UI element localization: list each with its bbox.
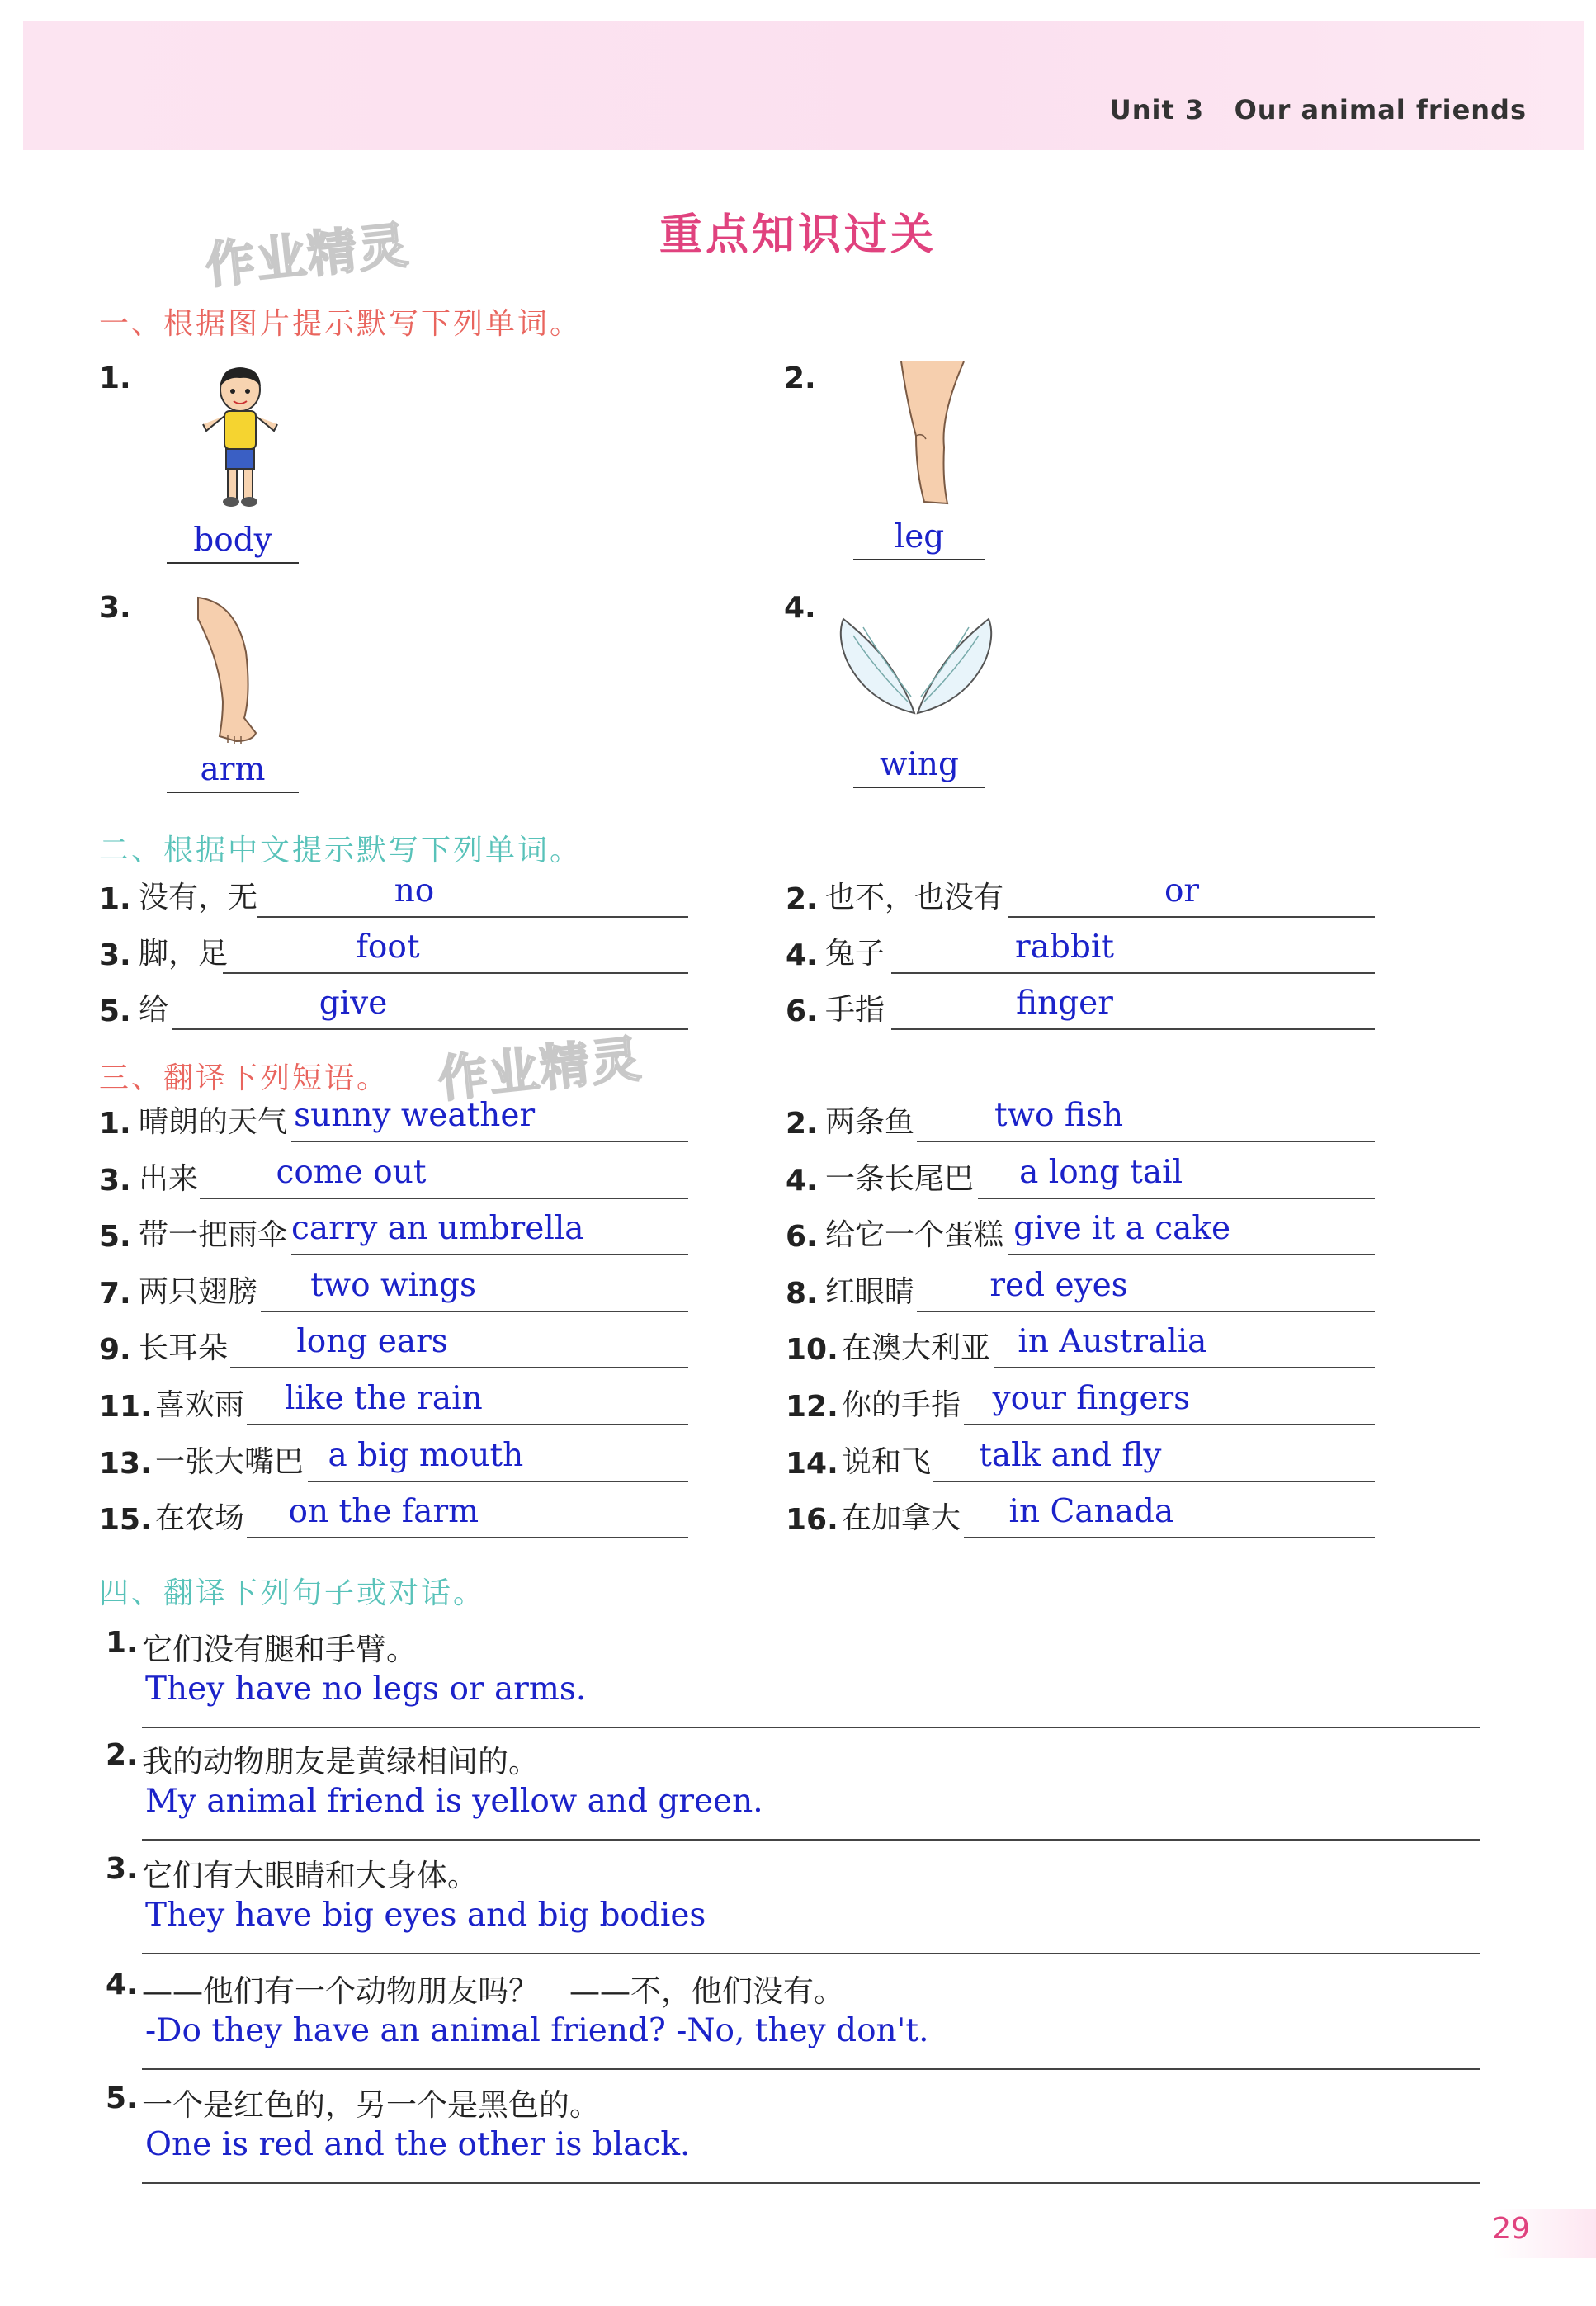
answer-line (291, 1141, 688, 1142)
answer-line (247, 1537, 688, 1538)
answer-text: your fingers (992, 1380, 1191, 1417)
item-number: 6. (786, 995, 818, 1028)
page-number: 29 (1492, 2212, 1530, 2246)
answer-line (891, 972, 1375, 974)
item-number: 9. (99, 1333, 131, 1368)
item-number: 1. (106, 1626, 138, 1660)
answer-line (142, 1727, 1480, 1728)
answer-text: in Australia (1018, 1323, 1207, 1361)
vocab-row (786, 985, 1375, 1035)
item-number: 7. (99, 1276, 131, 1311)
section4-heading: 四、翻译下列句子或对话。 (99, 1576, 486, 1610)
item-number: 12. (786, 1390, 838, 1424)
chinese-prompt: 兔子 (825, 937, 885, 971)
answer-line (142, 1839, 1480, 1841)
chinese-prompt: 给它一个蛋糕 (825, 1218, 1004, 1253)
chinese-prompt: 在澳大利亚 (842, 1331, 991, 1366)
boy-icon (195, 363, 286, 520)
item-number: 4. (106, 1968, 138, 2001)
chinese-prompt: 给 (139, 993, 169, 1027)
chinese-prompt: 两条鱼 (825, 1105, 915, 1139)
answer-line (964, 1537, 1375, 1538)
phrase-row (786, 1211, 1375, 1260)
item-number: 16. (786, 1503, 838, 1538)
answer-line (308, 1481, 688, 1482)
section1-heading: 一、根据图片提示默写下列单词。 (99, 307, 583, 341)
phrase-row (99, 1211, 688, 1260)
item-number: 3. (99, 1163, 131, 1198)
answer-line (200, 1198, 688, 1199)
item-number: 14. (786, 1446, 838, 1481)
answer-text: body (167, 522, 299, 564)
answer-text: talk and fly (979, 1436, 1162, 1474)
chinese-prompt: 脚，足 (139, 937, 229, 971)
answer-line (142, 2068, 1480, 2070)
answer-line (1008, 916, 1375, 918)
phrase-row (99, 1494, 688, 1543)
chinese-prompt: 红眼睛 (825, 1274, 915, 1309)
watermark: 作业精灵 (202, 216, 413, 295)
answer-text: wing (853, 746, 985, 788)
answer-line (291, 1254, 688, 1255)
answer-text: on the farm (288, 1493, 479, 1531)
chinese-sentence: 它们有大眼睛和大身体。 (142, 1858, 478, 1893)
item-number: 6. (786, 1220, 818, 1255)
watermark: 作业精灵 (435, 1030, 645, 1109)
answer-text: a long tail (1019, 1153, 1183, 1191)
unit-header (1110, 94, 1527, 125)
answer-line (994, 1367, 1375, 1368)
item-number: 1. (99, 882, 131, 916)
answer-line (964, 1424, 1375, 1425)
chinese-prompt: 在加拿大 (842, 1501, 961, 1536)
answer-text: finger (1016, 985, 1113, 1022)
phrase-row (786, 1098, 1375, 1147)
chinese-prompt: 晴朗的天气 (139, 1105, 288, 1139)
item-number: 10. (786, 1333, 838, 1368)
vocab-row (99, 929, 688, 979)
chinese-sentence: 它们没有腿和手臂。 (142, 1632, 417, 1667)
phrase-row (99, 1324, 688, 1373)
phrase-row (786, 1324, 1375, 1373)
item-number: 5. (99, 995, 131, 1028)
answer-text: sunny weather (294, 1097, 536, 1134)
pic-item-number: 3. (99, 591, 131, 625)
answer-text: give (319, 985, 388, 1022)
answer-text: come out (276, 1153, 427, 1191)
item-number: 15. (99, 1503, 152, 1538)
answer-text: two wings (310, 1266, 477, 1304)
answer-text: foot (356, 929, 420, 966)
unit-label: Unit 3 (1109, 94, 1205, 125)
item-number: 4. (786, 938, 818, 972)
chinese-prompt: 手指 (825, 993, 885, 1027)
answer-line (933, 1481, 1375, 1482)
item-number: 4. (786, 1163, 818, 1198)
chinese-prompt: 在农场 (155, 1501, 245, 1536)
phrase-row (786, 1155, 1375, 1204)
answer-line (142, 2182, 1480, 2184)
answer-text: no (394, 872, 435, 910)
chinese-prompt: 一条长尾巴 (825, 1161, 975, 1196)
unit-title: Our animal friends (1234, 94, 1527, 125)
phrase-row (99, 1268, 688, 1317)
phrase-row (786, 1381, 1375, 1430)
answer-text: give it a cake (1013, 1210, 1231, 1248)
pic-item-number: 4. (784, 591, 816, 625)
chinese-sentence: 我的动物朋友是黄绿相间的。 (142, 1744, 539, 1779)
answer-line (917, 1311, 1375, 1312)
item-number: 8. (786, 1276, 818, 1311)
answer-text: rabbit (1015, 929, 1114, 966)
pic-item-number: 2. (784, 361, 816, 395)
item-number: 5. (99, 1220, 131, 1255)
vocab-row (99, 873, 688, 923)
answer-text: red eyes (989, 1266, 1128, 1304)
vocab-row (786, 929, 1375, 979)
arm-icon (187, 594, 277, 751)
item-number: 13. (99, 1446, 152, 1481)
wings-icon (833, 611, 999, 726)
answer-line (978, 1198, 1375, 1199)
answer-text: carry an umbrella (291, 1210, 584, 1248)
phrase-row (786, 1438, 1375, 1487)
answer-text: in Canada (1008, 1493, 1174, 1531)
page-title: 重点知识过关 (659, 210, 937, 260)
item-number: 1. (99, 1107, 131, 1141)
phrase-row (786, 1268, 1375, 1317)
chinese-prompt: 没有，无 (139, 881, 258, 914)
answer-text: One is red and the other is black. (145, 2126, 691, 2163)
answer-text: They have no legs or arms. (145, 1670, 587, 1708)
item-number: 11. (99, 1390, 152, 1424)
answer-line (261, 1311, 688, 1312)
answer-line (172, 1028, 688, 1030)
item-number: 3. (106, 1852, 138, 1886)
phrase-row (99, 1098, 688, 1147)
chinese-prompt: 也不，也没有 (825, 881, 1004, 914)
answer-text: two fish (994, 1097, 1124, 1134)
phrase-row (99, 1155, 688, 1204)
answer-text: leg (853, 518, 985, 560)
vocab-row (786, 873, 1375, 923)
answer-text: or (1164, 872, 1200, 910)
header-band (23, 21, 1584, 150)
item-number: 2. (786, 1107, 818, 1141)
item-number: 2. (106, 1738, 138, 1772)
answer-line (223, 972, 688, 974)
chinese-prompt: 说和飞 (842, 1444, 932, 1479)
chinese-prompt: 喜欢雨 (155, 1388, 245, 1422)
section3-heading: 三、翻译下列短语。 (99, 1061, 390, 1095)
phrase-row (99, 1438, 688, 1487)
chinese-sentence: 一个是红色的，另一个是黑色的。 (142, 2087, 600, 2123)
phrase-row (786, 1494, 1375, 1543)
answer-line (891, 1028, 1375, 1030)
answer-text: a big mouth (328, 1436, 524, 1474)
answer-text: My animal friend is yellow and green. (145, 1783, 763, 1820)
item-number: 3. (99, 938, 131, 972)
answer-line (1008, 1254, 1375, 1255)
chinese-prompt: 两只翅膀 (139, 1274, 258, 1309)
leg-icon (883, 357, 974, 513)
chinese-prompt: 一张大嘴巴 (155, 1444, 305, 1479)
vocab-row (99, 985, 688, 1035)
answer-line (230, 1367, 688, 1368)
item-number: 5. (106, 2082, 138, 2115)
phrase-row (99, 1381, 688, 1430)
chinese-prompt: 带一把雨伞 (139, 1218, 288, 1253)
answer-line (142, 1953, 1480, 1954)
pic-item-number: 1. (99, 361, 131, 395)
section2-heading: 二、根据中文提示默写下列单词。 (99, 834, 583, 867)
chinese-prompt: 出来 (139, 1161, 199, 1196)
answer-line (257, 916, 688, 918)
item-number: 2. (786, 882, 818, 916)
answer-text: like the rain (284, 1380, 483, 1417)
answer-text: arm (167, 751, 299, 793)
chinese-sentence: ——他们有一个动物朋友吗？ ——不，他们没有。 (142, 1973, 844, 2009)
chinese-prompt: 长耳朵 (139, 1331, 229, 1366)
answer-text: long ears (296, 1323, 448, 1361)
chinese-prompt: 你的手指 (842, 1388, 961, 1422)
answer-text: They have big eyes and big bodies (145, 1897, 706, 1934)
answer-line (247, 1424, 688, 1425)
answer-text: -Do they have an animal friend? -No, they don't. (145, 2012, 929, 2049)
answer-line (917, 1141, 1375, 1142)
